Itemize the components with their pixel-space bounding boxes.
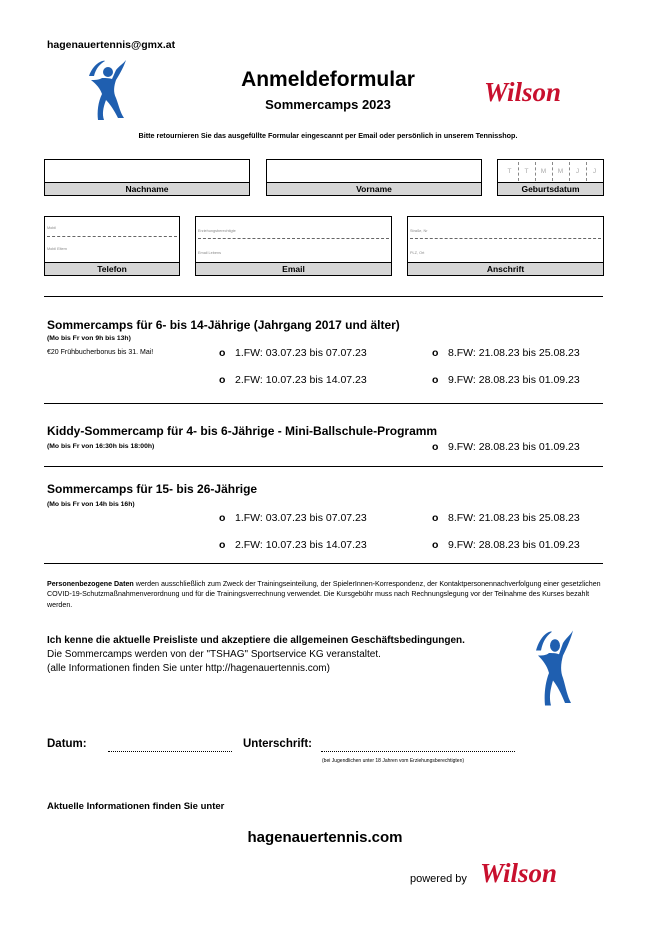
dob-label: Geburtsdatum [498, 182, 603, 195]
checkbox-circle-icon[interactable]: o [219, 374, 226, 386]
phone-hint-parents: Mobil Eltern [47, 247, 68, 251]
tennis-player-logo-icon [533, 628, 577, 708]
checkbox-circle-icon[interactable]: o [432, 512, 439, 524]
phone-hint-mobile: Mobil [47, 226, 57, 230]
week-option[interactable] [219, 374, 367, 386]
divider [44, 296, 603, 297]
week-option[interactable] [432, 347, 580, 359]
checkbox-circle-icon[interactable]: o [219, 347, 226, 359]
dob-cell: J [569, 162, 587, 181]
instruction-text: Bitte retournieren Sie das ausgefüllte Formular eingescannt per Email oder persönlich in unserem Tennisshop. [138, 131, 518, 140]
checkbox-circle-icon[interactable]: o [219, 512, 226, 524]
privacy-text: werden ausschließlich zum Zweck der Trainingseinteilung, der SpielerInnen-Korrespondenz, der Kontaktpersonennachverfolgung einer gesetzlichen COVID-19-Schutzmaßnahmenverordnung und für die Trainingsverrechnung verwendet. Die Kursgebühr muss nach Rechnungslegung vor der Teilnahme des Kurses bezahlt werden. [47, 580, 601, 609]
section-title-6-14: Sommercamps für 6- bis 14-Jährige (Jahrgang 2017 und älter) [47, 318, 400, 332]
checkbox-circle-icon[interactable]: o [432, 347, 439, 359]
week-option[interactable] [432, 374, 580, 386]
current-info-text: Aktuelle Informationen finden Sie unter [47, 801, 225, 812]
week-option-label: 1.FW: 03.07.23 bis 07.07.23 [235, 512, 367, 524]
svg-text:Wilson: Wilson [480, 859, 558, 887]
section-schedule: (Mo bis Fr von 14h bis 16h) [47, 501, 135, 508]
week-option-label: 8.FW: 21.08.23 bis 25.08.23 [448, 512, 580, 524]
section-schedule: (Mo bis Fr von 16:30h bis 18:00h) [47, 443, 155, 450]
date-label: Datum: [47, 738, 87, 750]
section-title-kiddy: Kiddy-Sommercamp für 4- bis 6-Jährige - Mini-Ballschule-Programm [47, 424, 438, 438]
guardian-note: (bei Jugendlichen unter 18 Jahren vom Erziehungsberechtigten) [322, 758, 465, 764]
dob-cell: J [592, 168, 597, 175]
privacy-heading: Personenbezogene Daten [47, 580, 134, 588]
section-schedule: (Mo bis Fr von 9h bis 13h) [47, 335, 131, 342]
week-option-label: 9.FW: 28.08.23 bis 01.09.23 [448, 374, 580, 386]
wilson-logo [480, 859, 592, 887]
early-bird-note: €20 Frühbucherbonus bis 31. Mai! [47, 349, 154, 356]
signature-input-line[interactable] [321, 751, 515, 752]
week-option[interactable] [219, 512, 367, 524]
week-option[interactable] [432, 441, 580, 453]
week-option-label: 8.FW: 21.08.23 bis 25.08.23 [448, 347, 580, 359]
email-field[interactable] [195, 216, 392, 276]
divider [44, 563, 603, 564]
week-option[interactable] [219, 347, 367, 359]
phone-label: Telefon [45, 262, 179, 275]
address-hint-street: Straße, Nr [410, 229, 428, 233]
firstname-label: Vorname [267, 182, 481, 195]
checkbox-circle-icon[interactable]: o [219, 539, 226, 551]
svg-text:Wilson: Wilson [484, 78, 562, 106]
divider [47, 236, 177, 237]
email-hint-guardian: Erziehungsberechtigte [198, 229, 236, 233]
organizer-text: Die Sommercamps werden von der "TSHAG" Sportservice KG veranstaltet. [47, 649, 381, 660]
info-link-text[interactable]: (alle Informationen finden Sie unter http://hagenauertennis.com) [47, 663, 330, 674]
dob-cell: M [535, 162, 553, 181]
week-option-label: 9.FW: 28.08.23 bis 01.09.23 [448, 539, 580, 551]
week-option-label: 1.FW: 03.07.23 bis 07.07.23 [235, 347, 367, 359]
dob-cell: T [518, 162, 536, 181]
checkbox-circle-icon[interactable]: o [432, 539, 439, 551]
terms-acceptance: Ich kenne die aktuelle Preisliste und akzeptiere die allgemeinen Geschäftsbedingungen. [47, 635, 465, 646]
week-option-label: 2.FW: 10.07.23 bis 14.07.23 [235, 539, 367, 551]
date-input-line[interactable] [108, 751, 232, 752]
powered-by-text: powered by [410, 873, 467, 885]
address-hint-city: PLZ, Ort [410, 251, 425, 255]
week-option[interactable] [219, 539, 367, 551]
week-option-label: 9.FW: 28.08.23 bis 01.09.23 [448, 441, 580, 453]
checkbox-circle-icon[interactable]: o [432, 441, 439, 453]
privacy-notice [47, 579, 607, 610]
address-field[interactable] [407, 216, 604, 276]
email-label: Email [196, 262, 391, 275]
dob-cell: T [501, 162, 519, 181]
divider [44, 466, 603, 467]
email-hint-2: Email Lebens [198, 251, 222, 255]
dob-cell: M [552, 162, 570, 181]
week-option[interactable] [432, 539, 580, 551]
contact-email[interactable]: hagenauertennis@gmx.at [47, 39, 176, 51]
lastname-label: Nachname [45, 182, 249, 195]
divider [44, 403, 603, 404]
lastname-field[interactable] [44, 159, 250, 196]
section-title-15-26: Sommercamps für 15- bis 26-Jährige [47, 482, 258, 496]
wilson-logo [484, 78, 596, 106]
divider [198, 238, 389, 239]
week-option-label: 2.FW: 10.07.23 bis 14.07.23 [235, 374, 367, 386]
form-title: Anmeldeformular [241, 68, 415, 91]
form-subtitle: Sommercamps 2023 [265, 97, 391, 112]
checkbox-circle-icon[interactable]: o [432, 374, 439, 386]
week-option[interactable] [432, 512, 580, 524]
signature-label: Unterschrift: [243, 738, 313, 750]
dob-field[interactable] [497, 159, 604, 196]
phone-field[interactable] [44, 216, 180, 276]
website-link[interactable]: hagenauertennis.com [247, 829, 403, 846]
address-label: Anschrift [408, 262, 603, 275]
divider [410, 238, 601, 239]
firstname-field[interactable] [266, 159, 482, 196]
